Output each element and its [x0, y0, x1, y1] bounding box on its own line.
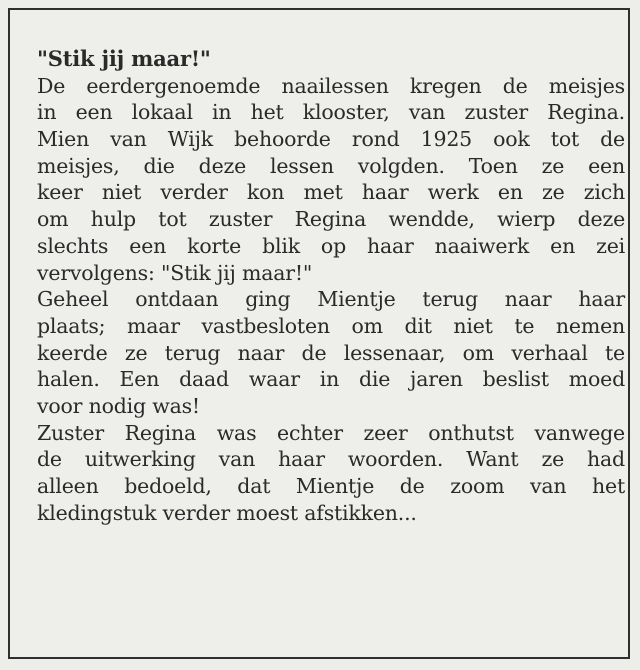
article-line: keerde ze terug naar de lessenaar, om verhaal te	[37, 340, 625, 365]
article-line: kledingstuk verder moest afstikken...	[37, 500, 417, 525]
article-line: Mien van Wijk behoorde rond 1925 ook tot de	[37, 127, 625, 152]
article-title: "Stik jij maar!"	[37, 46, 211, 71]
article-line: om hulp tot zuster Regina wendde, wierp deze	[37, 207, 625, 232]
article-line: meisjes, die deze lessen volgden. Toen ze een	[37, 153, 625, 178]
article-line: voor nodig was!	[37, 393, 200, 418]
article-line: de uitwerking van haar woorden. Want ze had	[37, 447, 625, 472]
article-line: halen. Een daad waar in die jaren beslist moed	[37, 367, 625, 392]
article-line: Zuster Regina was echter zeer onthutst vanwege	[37, 420, 625, 445]
article-line: plaats; maar vastbesloten om dit niet te nemen	[37, 313, 625, 338]
article-line: keer niet verder kon met haar werk en ze zich	[37, 180, 625, 205]
article-line: alleen bedoeld, dat Mientje de zoom van het	[37, 474, 625, 499]
article-line: vervolgens: "Stik jij maar!"	[37, 260, 313, 285]
article-line: De eerdergenoemde naailessen kregen de meisjes	[37, 73, 625, 98]
article-line: slechts een korte blik op haar naaiwerk en zei	[37, 233, 625, 258]
article-body	[37, 73, 625, 527]
article-frame	[8, 8, 630, 659]
article-line: in een lokaal in het klooster, van zuster Regina.	[37, 100, 625, 125]
article-line: Geheel ontdaan ging Mientje terug naar haar	[37, 287, 625, 312]
article-content	[37, 46, 625, 526]
